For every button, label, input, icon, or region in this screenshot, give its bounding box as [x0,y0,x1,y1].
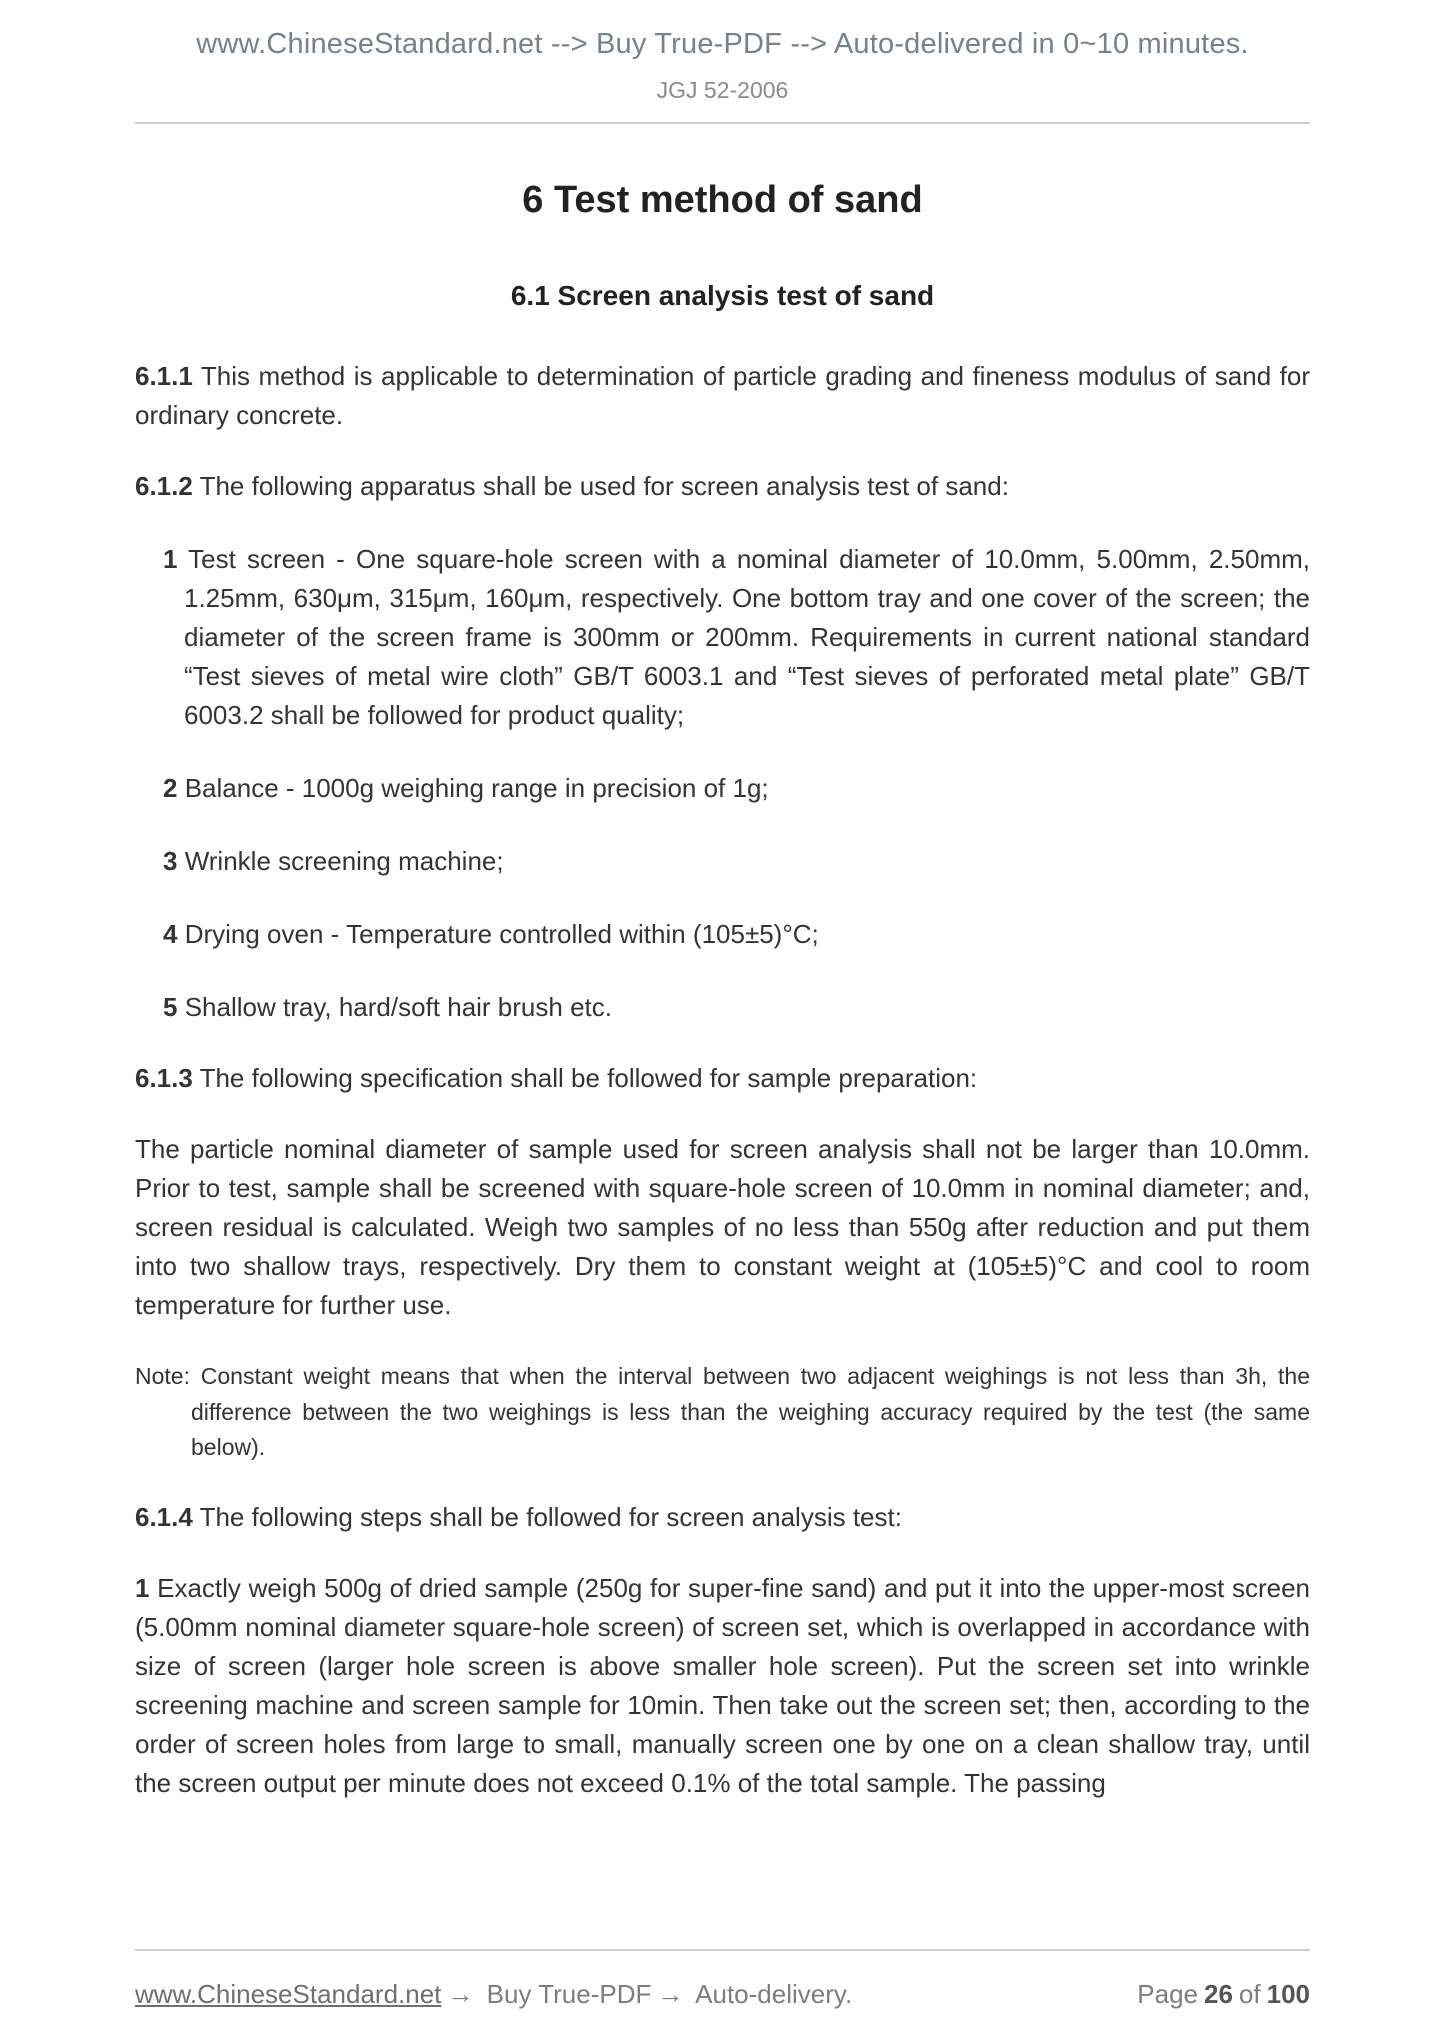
apparatus-item-2 [135,769,1310,808]
page-label: Page [1137,1979,1198,2009]
footer-delivery-text: Auto-delivery. [695,1979,853,2009]
item-number: 4 [163,919,178,949]
page-number [1131,1979,1310,2010]
item-text: Shallow tray, hard/soft hair brush etc. [184,992,612,1022]
page-total: 100 [1266,1979,1310,2009]
arrow-icon: → [447,1979,474,2009]
clause-6-1-2 [135,467,1310,506]
section-title: 6 Test method of sand [522,179,923,221]
step-text: Exactly weigh 500g of dried sample (250g for super-fine sand) and put it into the upper-most screen (5.00mm nominal diameter square-hole screen) of screen set, which is overlapped in accordance with size of screen (larger hole screen is above smaller hole screen). Put the screen set into wrinkle screening machine and screen sample for 10min. Then take out the screen set; then, according to the order of screen holes from large to small, manually screen one by one on a clean shallow tray, until the screen output per minute does not exceed 0.1% of the total sample. The passing [135,1572,1310,1798]
item-number: 2 [163,773,178,803]
clause-text: This method is applicable to determination of particle grading and fineness modulus of sand for ordinary concrete. [135,361,1310,430]
apparatus-item-1 [135,540,1310,735]
item-number: 1 [163,544,178,574]
clause-text: The following steps shall be followed for screen analysis test: [199,1501,902,1532]
clause-number: 6.1.2 [135,471,193,501]
footer-buy-text: Buy True-PDF [486,1979,652,2009]
header-banner: www.ChineseStandard.net --> Buy True-PDF --> Auto-delivered in 0~10 minutes. [196,28,1249,60]
clause-text: The following apparatus shall be used for screen analysis test of sand: [199,471,1009,501]
clause-number: 6.1.3 [135,1063,193,1093]
item-text: Balance - 1000g weighing range in precision of 1g; [184,773,769,803]
document-content [135,172,1310,1803]
item-number: 5 [163,992,178,1022]
apparatus-item-3 [135,842,1310,881]
page-header [0,0,1445,124]
note-paragraph [135,1359,1310,1466]
header-divider [135,122,1310,124]
note-label: Note: [135,1363,190,1389]
subsection-title: 6.1 Screen analysis test of sand [510,280,935,311]
apparatus-item-5 [135,988,1310,1027]
clause-number: 6.1.1 [135,361,193,391]
procedure-step-1 [135,1569,1310,1803]
step-number: 1 [135,1572,150,1603]
doc-code: JGJ 52-2006 [656,77,789,103]
footer-site-link[interactable]: www.ChineseStandard.net [135,1979,442,2009]
item-text: Drying oven - Temperature controlled within (105±5)°C; [184,919,819,949]
page-footer [0,1931,1445,2010]
item-text: Test screen - One square-hole screen with a nominal diameter of 10.0mm, 5.00mm, 2.50mm, 1.25mm, 630μm, 315μm, 160μm, respectively. One bottom tray and one cover of the screen; the diameter of the screen frame is 300mm or 200mm. Requirements in current national standard “Test sieves of metal wire cloth” GB/T 6003.1 and “Test sieves of perforated metal plate” GB/T 6003.2 shall be followed for product quality; [184,544,1310,730]
clause-text: The following specification shall be followed for sample preparation: [199,1063,978,1093]
item-number: 3 [163,846,178,876]
note-text: Constant weight means that when the interval between two adjacent weighings is not less than 3h, the difference between the two weighings is less than the weighing accuracy required by the test (the same below). [191,1363,1310,1461]
item-text: Wrinkle screening machine; [184,846,504,876]
clause-number: 6.1.4 [135,1501,193,1532]
footer-branding [135,1979,858,2010]
paragraph-text: The particle nominal diameter of sample used for screen analysis shall not be larger than 10.0mm. Prior to test, sample shall be screened with square-hole screen of 10.0mm in nominal diameter; and, screen residual is calculated. Weigh two samples of no less than 550g after reduction and put them into two shallow trays, respectively. Dry them to constant weight at (105±5)°C and cool to room temperature for further use. [135,1134,1310,1320]
clause-6-1-1 [135,357,1310,435]
clause-6-1-3 [135,1059,1310,1098]
page-current: 26 [1204,1979,1233,2009]
arrow-icon: → [657,1979,684,2009]
apparatus-item-4 [135,915,1310,954]
footer-divider [135,1949,1310,1951]
of-label: of [1238,1979,1261,2009]
clause-6-1-4 [135,1498,1310,1537]
sample-preparation-paragraph [135,1130,1310,1325]
